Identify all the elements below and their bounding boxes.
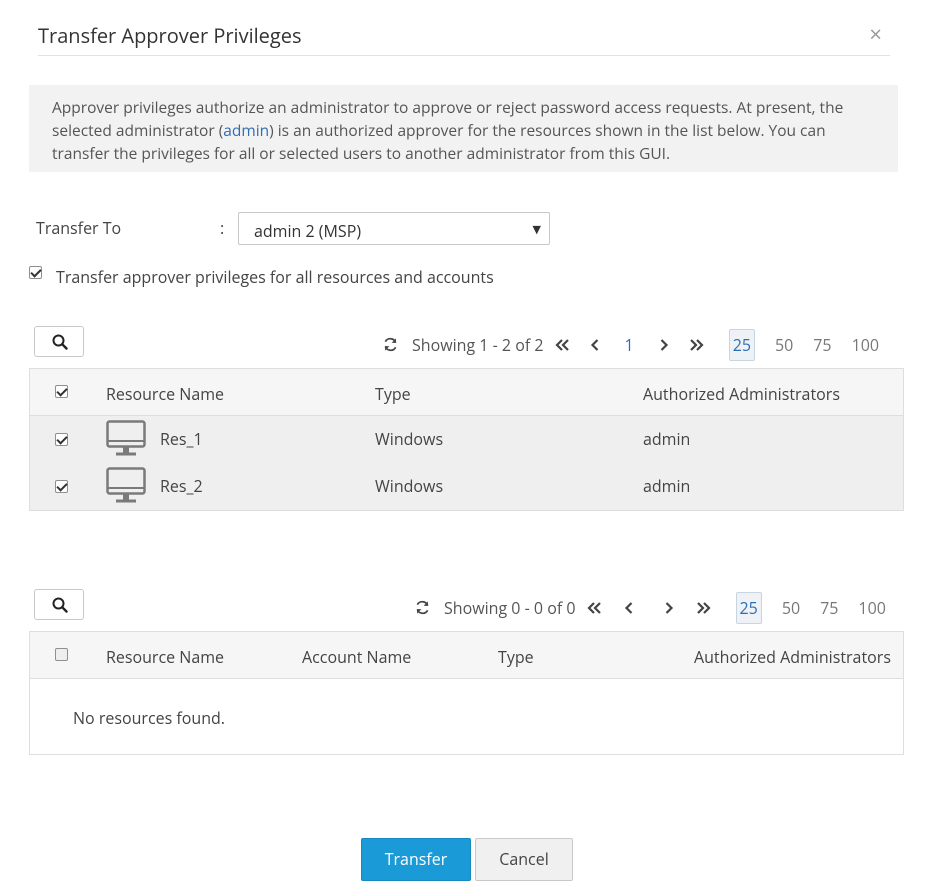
cancel-button[interactable]: Cancel	[475, 838, 573, 881]
last-page-icon[interactable]	[696, 602, 712, 614]
table-row[interactable]	[30, 463, 903, 510]
resource-type: Windows	[375, 475, 444, 497]
refresh-icon[interactable]	[415, 600, 430, 615]
page-size-50[interactable]: 50	[781, 596, 801, 619]
col-authorized-admins[interactable]: Authorized Administrators	[643, 383, 840, 405]
col-resource-name[interactable]: Resource Name	[106, 646, 224, 668]
first-page-icon[interactable]	[554, 339, 570, 351]
showing-count: Showing 0 - 0 of 0	[444, 596, 576, 619]
prev-page-icon[interactable]	[590, 339, 600, 351]
table-header	[30, 369, 903, 416]
empty-message: No resources found.	[73, 707, 226, 729]
all-resources-checkbox[interactable]	[29, 266, 42, 279]
next-page-icon[interactable]	[659, 339, 669, 351]
resource-type: Windows	[375, 428, 444, 450]
resources-table	[29, 368, 904, 511]
dialog-title: Transfer Approver Privileges	[38, 22, 302, 49]
col-type[interactable]: Type	[375, 383, 411, 405]
page-size-75[interactable]: 75	[813, 333, 832, 356]
caret-down-icon: ▼	[532, 222, 541, 237]
transfer-to-select[interactable]	[238, 212, 550, 245]
search-button[interactable]	[34, 326, 84, 357]
monitor-icon	[106, 467, 146, 505]
next-page-icon[interactable]	[664, 602, 674, 614]
admin-link[interactable]: admin	[223, 119, 270, 141]
row-checkbox[interactable]	[55, 480, 68, 493]
last-page-icon[interactable]	[689, 339, 705, 351]
selected-value: admin 2 (MSP)	[254, 220, 362, 242]
prev-page-icon[interactable]	[624, 602, 634, 614]
page-size-50[interactable]: 50	[774, 333, 794, 356]
close-icon[interactable]: ×	[869, 19, 882, 49]
all-resources-label: Transfer approver privileges for all resources and accounts	[56, 266, 494, 288]
pager-top	[383, 328, 879, 361]
col-account-name[interactable]: Account Name	[302, 646, 412, 668]
monitor-icon	[106, 420, 146, 458]
showing-count: Showing 1 - 2 of 2	[412, 333, 544, 356]
authorized-admins: admin	[643, 428, 691, 450]
select-all-checkbox[interactable]	[55, 648, 68, 661]
accounts-table	[29, 631, 904, 755]
select-all-checkbox[interactable]	[55, 385, 68, 398]
authorized-admins: admin	[643, 475, 691, 497]
row-checkbox[interactable]	[55, 433, 68, 446]
page-size-75[interactable]: 75	[820, 596, 839, 619]
table-row[interactable]	[30, 416, 903, 463]
table-header	[30, 632, 903, 679]
transfer-button[interactable]: Transfer	[361, 838, 471, 881]
resource-name[interactable]: Res_1	[160, 428, 203, 450]
search-icon	[52, 597, 68, 613]
pager-bottom	[415, 591, 886, 624]
colon: :	[220, 217, 225, 239]
page-size-25[interactable]: 25	[736, 592, 762, 624]
search-icon	[52, 334, 68, 350]
current-page[interactable]: 1	[624, 333, 634, 356]
transfer-to-label: Transfer To	[36, 217, 122, 239]
info-box	[29, 85, 898, 172]
col-resource-name[interactable]: Resource Name	[106, 383, 224, 405]
col-type[interactable]: Type	[498, 646, 534, 668]
page-size-25[interactable]: 25	[729, 329, 755, 361]
col-authorized-admins[interactable]: Authorized Administrators	[694, 646, 891, 668]
page-size-100[interactable]: 100	[851, 333, 880, 356]
info-text-after: ) is an authorized approver for the resources shown in the list below. You can transfer the privileges for all or selected users to another administrator from this GUI.	[52, 119, 826, 164]
info-text-before: Approver privileges authorize an administrator to approve or reject password access requests. At present, the selected administrator (	[52, 96, 844, 141]
first-page-icon[interactable]	[586, 602, 602, 614]
page-size-100[interactable]: 100	[858, 596, 886, 619]
title-divider	[38, 55, 890, 56]
search-button-accounts[interactable]	[34, 589, 84, 620]
refresh-icon[interactable]	[383, 337, 398, 352]
resource-name[interactable]: Res_2	[160, 475, 203, 497]
